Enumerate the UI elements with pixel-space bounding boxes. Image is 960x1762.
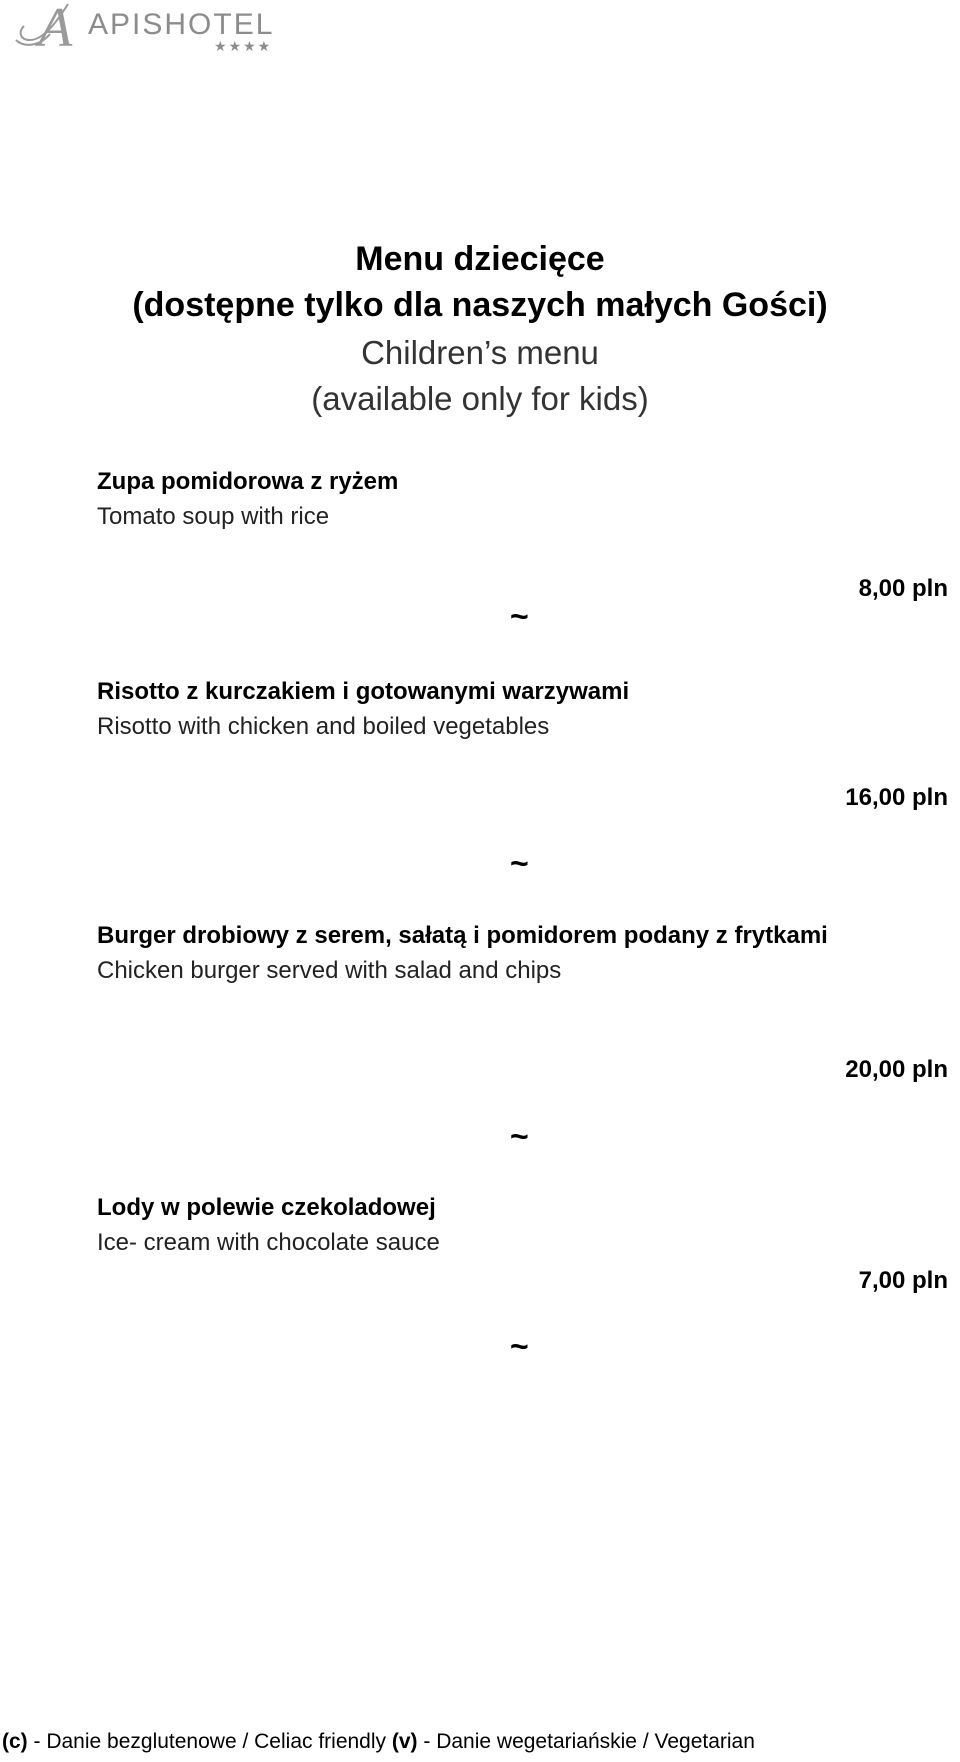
menu-item-name: Burger drobiowy z serem, sałatą i pomidorem podany z frytkami [97,922,828,949]
hotel-logo-text: APISHOTEL [88,8,275,41]
menu-subtitle-english: (available only for kids) [311,380,649,417]
menu-item-price: 16,00 pln [845,784,948,811]
menu-item-name: Risotto z kurczakiem i gotowanymi warzywami [97,678,630,705]
menu-item-description: Ice- cream with chocolate sauce [97,1229,440,1256]
menu-subtitle: (dostępne tylko dla naszych małych Gości) [132,286,828,324]
menu-item-price: 7,00 pln [858,1267,948,1294]
menu-title: Menu dziecięce [355,240,605,278]
hotel-logo-mark [10,0,82,58]
separator-tilde: ~ [510,598,529,634]
dietary-legend [2,1730,755,1754]
legend-celiac-text: - Danie bezglutenowe / Celiac friendly [27,1730,392,1753]
logo-letter: A [38,0,73,58]
menu-item-price: 8,00 pln [858,575,948,602]
menu-item-description: Risotto with chicken and boiled vegetables [97,713,550,740]
legend-vegetarian-text: - Danie wegetariańskie / Vegetarian [417,1730,755,1753]
menu-item-name: Zupa pomidorowa z ryżem [97,468,399,495]
separator-tilde: ~ [510,1118,529,1154]
separator-tilde: ~ [510,845,529,881]
menu-item-price: 20,00 pln [845,1056,948,1083]
menu-item-description: Chicken burger served with salad and chips [97,957,562,984]
menu-item-name: Lody w polewie czekoladowej [97,1194,436,1221]
hotel-star-rating: ★★★★ [214,38,273,54]
legend-vegetarian-code: (v) [391,1730,418,1753]
legend-celiac-code: (c) [2,1730,28,1753]
menu-title-english: Children’s menu [361,334,599,371]
menu-item-description: Tomato soup with rice [97,503,330,530]
separator-tilde: ~ [510,1328,529,1364]
